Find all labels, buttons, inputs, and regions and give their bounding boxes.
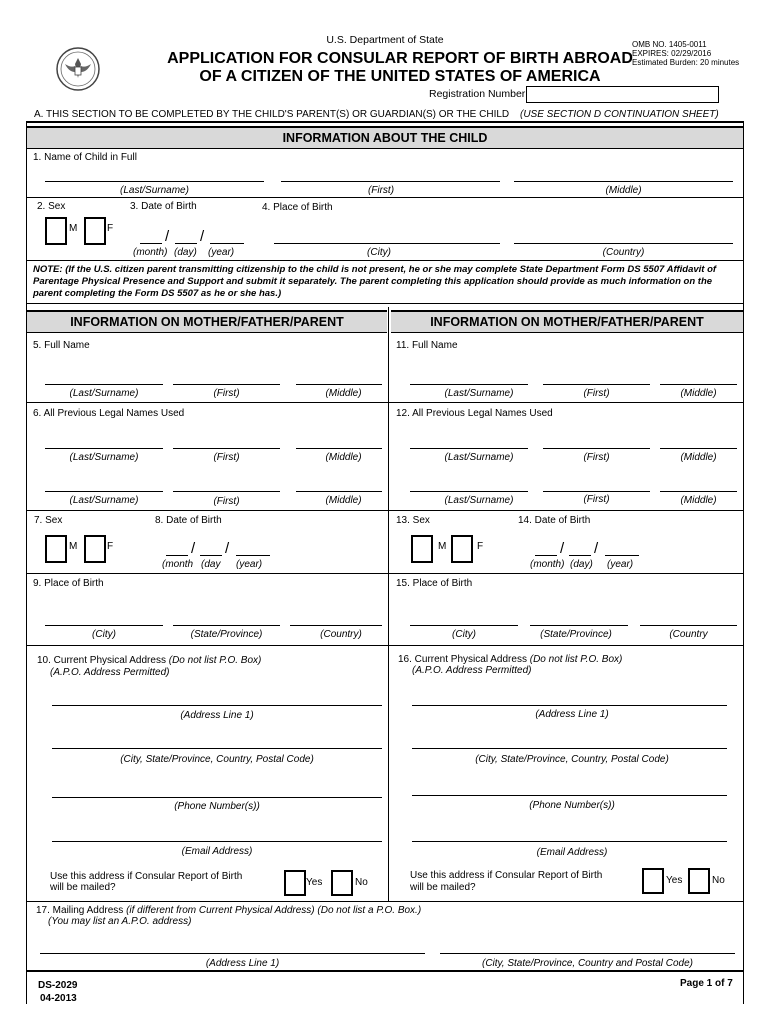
us-department-of-state-seal (55, 46, 101, 92)
divider (27, 197, 743, 198)
mailing-address-line2-input[interactable] (440, 953, 735, 954)
mailing-address-note2: (You may list an A.P.O. address) (48, 916, 192, 927)
child-sex-m-label: M (69, 223, 78, 234)
right-prev1-middle-input[interactable] (660, 448, 737, 449)
right-address-line1-caption: (Address Line 1) (535, 709, 609, 720)
left-first-input[interactable] (173, 384, 280, 385)
right-address-apo: (A.P.O. Address Permitted) (412, 665, 532, 676)
right-sex-label: 13. Sex (396, 515, 430, 526)
child-sex-f-checkbox[interactable] (84, 217, 106, 245)
divider (27, 260, 743, 261)
section-a-note: (USE SECTION D CONTINUATION SHEET) (520, 109, 719, 120)
left-pob-city-input[interactable] (45, 625, 163, 626)
child-country-caption: (Country) (602, 247, 645, 258)
left-middle-caption: (Middle) (325, 388, 362, 399)
child-dob-year-input[interactable] (210, 243, 244, 244)
left-prev2-middle-caption: (Middle) (325, 495, 362, 506)
child-sex-label: 2. Sex (37, 201, 66, 212)
right-email-input[interactable] (412, 841, 727, 842)
right-sex-m-checkbox[interactable] (411, 535, 433, 563)
left-month-caption: (month (162, 559, 194, 570)
right-address-line2-caption: (City, State/Province, Country, Postal Code) (475, 754, 669, 765)
child-middle-name-input[interactable] (514, 181, 733, 182)
child-first-caption: (First) (367, 185, 395, 196)
right-mail-no-label: No (712, 875, 725, 886)
right-mail-question-1: Use this address if Consular Report of Birth (410, 870, 603, 881)
right-sex-f-label: F (477, 541, 484, 552)
left-mail-question-2: will be mailed? (50, 882, 116, 893)
right-prev1-first-input[interactable] (543, 448, 650, 449)
left-prev1-first-input[interactable] (173, 448, 280, 449)
right-day-caption: (day) (570, 559, 593, 570)
divider (27, 901, 743, 902)
left-middle-input[interactable] (296, 384, 382, 385)
left-sex-label: 7. Sex (34, 515, 63, 526)
date-slash: / (225, 540, 230, 557)
expiration-date: EXPIRES: 02/29/2016 (632, 49, 712, 58)
right-prev1-middle-caption: (Middle) (680, 452, 717, 463)
right-email-caption: (Email Address) (536, 847, 608, 858)
section-a-instruction: A. THIS SECTION TO BE COMPLETED BY THE CHILD'S PARENT(S) OR GUARDIAN(S) OR THE CHILD (34, 109, 510, 120)
left-dob-month-input[interactable] (166, 555, 188, 556)
frame-right (743, 121, 744, 1004)
right-address-note: (Do not list P.O. Box) (529, 654, 623, 665)
left-prev2-middle-input[interactable] (296, 491, 382, 492)
form-title-line1: APPLICATION FOR CONSULAR REPORT OF BIRTH ABROAD (167, 50, 633, 67)
left-last-input[interactable] (45, 384, 163, 385)
child-sex-m-checkbox[interactable] (45, 217, 67, 245)
date-slash: / (191, 540, 196, 557)
frame-top (26, 121, 744, 123)
left-prev2-last-input[interactable] (45, 491, 163, 492)
left-mail-question-1: Use this address if Consular Report of Birth (50, 871, 243, 882)
right-first-caption: (First) (583, 388, 610, 399)
right-last-input[interactable] (410, 384, 528, 385)
child-month-caption: (month) (133, 247, 168, 258)
left-prev2-first-input[interactable] (173, 491, 280, 492)
right-prev1-first-caption: (First) (583, 452, 610, 463)
right-pob-city-input[interactable] (410, 625, 518, 626)
left-state-caption: (State/Province) (190, 629, 263, 640)
left-sex-f-label: F (107, 541, 114, 552)
divider (27, 573, 388, 574)
estimated-burden: Estimated Burden: 20 minutes (632, 58, 740, 67)
form-revision-date: 04-2013 (40, 993, 77, 1004)
mailing-q: 17. Mailing Address (36, 905, 124, 916)
child-middle-caption: (Middle) (605, 185, 642, 196)
mailing-address-label (36, 905, 421, 916)
left-address-line1-caption: (Address Line 1) (180, 710, 254, 721)
child-name-label: 1. Name of Child in Full (33, 152, 137, 163)
left-phone-input[interactable] (52, 797, 382, 798)
divider (389, 645, 743, 646)
child-country-input[interactable] (514, 243, 733, 244)
left-prev1-last-input[interactable] (45, 448, 163, 449)
right-address-line2-input[interactable] (412, 748, 727, 749)
right-prev-names-label: 12. All Previous Legal Names Used (396, 408, 553, 419)
right-pob-label: 15. Place of Birth (396, 578, 473, 589)
right-middle-input[interactable] (660, 384, 737, 385)
left-address-line2-caption: (City, State/Province, Country, Postal Code) (120, 754, 314, 765)
right-year-caption: (year) (607, 559, 634, 570)
left-prev2-last-caption: (Last/Surname) (69, 495, 139, 506)
frame-left (26, 121, 27, 1004)
child-first-name-input[interactable] (281, 181, 500, 182)
left-sex-f-checkbox[interactable] (84, 535, 106, 563)
mailing-address-line1-input[interactable] (40, 953, 425, 954)
divider (27, 510, 388, 511)
right-last-caption: (Last/Surname) (444, 388, 514, 399)
left-full-name-label: 5. Full Name (33, 340, 90, 351)
left-address-note: (Do not list P.O. Box) (168, 655, 262, 666)
department-name: U.S. Department of State (326, 34, 444, 46)
right-prev1-last-caption: (Last/Surname) (444, 452, 514, 463)
right-mail-no-checkbox[interactable] (688, 868, 710, 894)
right-sex-f-checkbox[interactable] (451, 535, 473, 563)
parent-note: NOTE: (If the U.S. citizen parent transmitting citizenship to the child is not present, he or she may complete State Department Form DS 5507 Affidavit of Parentage Physical Presence and Support and submit it separately. The parent completing this application should provide as much information on the parent completing the Form DS 5507 as he or she has.) (33, 264, 717, 299)
child-city-caption: (City) (367, 247, 391, 258)
left-address-q: 10. Current Physical Address (37, 655, 166, 666)
right-phone-caption: (Phone Number(s)) (529, 800, 615, 811)
right-parent-heading: INFORMATION ON MOTHER/FATHER/PARENT (391, 310, 743, 333)
child-last-caption: (Last/Surname) (120, 185, 189, 196)
right-country-caption: (Country (669, 629, 708, 640)
child-section-heading: INFORMATION ABOUT THE CHILD (27, 126, 743, 149)
left-prev2-first-caption: (First) (213, 496, 240, 507)
child-dob-label: 3. Date of Birth (130, 201, 197, 212)
right-pob-country-input[interactable] (640, 625, 737, 626)
child-year-caption: (year) (208, 247, 235, 258)
left-year-caption: (year) (236, 559, 263, 570)
left-prev-names-label: 6. All Previous Legal Names Used (33, 408, 185, 419)
right-prev2-middle-input[interactable] (660, 491, 737, 492)
right-full-name-label: 11. Full Name (396, 340, 458, 351)
left-city-caption: (City) (92, 629, 116, 640)
left-pob-label: 9. Place of Birth (33, 578, 104, 589)
right-prev2-middle-caption: (Middle) (680, 495, 717, 506)
right-dob-month-input[interactable] (535, 555, 557, 556)
right-pob-state-input[interactable] (530, 625, 628, 626)
left-sex-m-label: M (69, 541, 78, 552)
mailing-line1-caption: (Address Line 1) (205, 958, 280, 969)
left-day-caption: (day (201, 559, 221, 570)
left-address-label (37, 655, 261, 666)
left-email-input[interactable] (52, 841, 382, 842)
right-dob-label: 14. Date of Birth (518, 515, 591, 526)
registration-number-field[interactable] (526, 86, 719, 103)
left-address-line1-input[interactable] (52, 705, 382, 706)
right-address-label (398, 654, 622, 665)
divider (389, 573, 743, 574)
divider (27, 303, 743, 304)
left-prev1-middle-caption: (Middle) (325, 452, 362, 463)
left-pob-country-input[interactable] (290, 625, 382, 626)
left-prev1-first-caption: (First) (213, 452, 240, 463)
left-email-caption: (Email Address) (181, 846, 253, 857)
right-mail-yes-label: Yes (666, 875, 683, 886)
divider (389, 510, 743, 511)
left-first-caption: (First) (213, 388, 240, 399)
child-pob-label: 4. Place of Birth (262, 202, 333, 213)
left-dob-year-input[interactable] (236, 555, 270, 556)
date-slash: / (200, 228, 205, 245)
right-prev1-last-input[interactable] (410, 448, 528, 449)
child-sex-f-label: F (107, 223, 114, 234)
divider (27, 645, 388, 646)
registration-number-label: Registration Number (429, 88, 526, 100)
divider (27, 402, 388, 403)
left-pob-state-input[interactable] (173, 625, 280, 626)
left-dob-label: 8. Date of Birth (155, 515, 222, 526)
mailing-line2-caption: (City, State/Province, Country and Postal Code) (481, 958, 694, 969)
right-state-caption: (State/Province) (540, 629, 612, 640)
right-sex-m-label: M (438, 541, 447, 552)
left-mail-yes-label: Yes (306, 877, 323, 888)
right-middle-caption: (Middle) (680, 388, 717, 399)
mailing-note1: (if different from Current Physical Address) (Do not list a P.O. Box.) (126, 905, 422, 916)
right-first-input[interactable] (543, 384, 650, 385)
right-address-line1-input[interactable] (412, 705, 727, 706)
left-last-caption: (Last/Surname) (69, 388, 139, 399)
page-number: Page 1 of 7 (680, 978, 733, 989)
date-slash: / (560, 540, 565, 557)
right-prev2-first-caption: (First) (583, 494, 610, 505)
left-dob-day-input[interactable] (200, 555, 222, 556)
right-mail-question-2: will be mailed? (410, 882, 476, 893)
left-sex-m-checkbox[interactable] (45, 535, 67, 563)
child-city-input[interactable] (274, 243, 500, 244)
right-prev2-last-caption: (Last/Surname) (444, 495, 514, 506)
right-dob-year-input[interactable] (605, 555, 639, 556)
left-address-apo: (A.P.O. Address Permitted) (50, 667, 170, 678)
left-parent-heading: INFORMATION ON MOTHER/FATHER/PARENT (27, 310, 387, 333)
left-country-caption: (Country) (320, 629, 362, 640)
form-title-line2: OF A CITIZEN OF THE UNITED STATES OF AMERICA (199, 68, 601, 85)
right-address-q: 16. Current Physical Address (398, 654, 527, 665)
right-mail-yes-checkbox[interactable] (642, 868, 664, 894)
left-prev1-last-caption: (Last/Surname) (69, 452, 139, 463)
child-last-name-input[interactable] (45, 181, 264, 182)
form-number: DS-2029 (38, 980, 78, 991)
date-slash: / (594, 540, 599, 557)
divider (389, 402, 743, 403)
left-mail-yes-checkbox[interactable] (284, 870, 306, 896)
date-slash: / (165, 228, 170, 245)
right-city-caption: (City) (452, 629, 476, 640)
child-day-caption: (day) (174, 247, 197, 258)
left-phone-caption: (Phone Number(s)) (174, 801, 260, 812)
right-month-caption: (month) (530, 559, 565, 570)
right-dob-day-input[interactable] (569, 555, 591, 556)
divider (26, 970, 744, 972)
left-mail-no-checkbox[interactable] (331, 870, 353, 896)
child-dob-day-input[interactable] (175, 243, 197, 244)
child-dob-month-input[interactable] (140, 243, 162, 244)
left-address-line2-input[interactable] (52, 748, 382, 749)
right-prev2-first-input[interactable] (543, 491, 650, 492)
right-phone-input[interactable] (412, 795, 727, 796)
left-mail-no-label: No (355, 877, 368, 888)
omb-number: OMB NO. 1405-0011 (632, 40, 707, 49)
right-prev2-last-input[interactable] (410, 491, 528, 492)
left-prev1-middle-input[interactable] (296, 448, 382, 449)
